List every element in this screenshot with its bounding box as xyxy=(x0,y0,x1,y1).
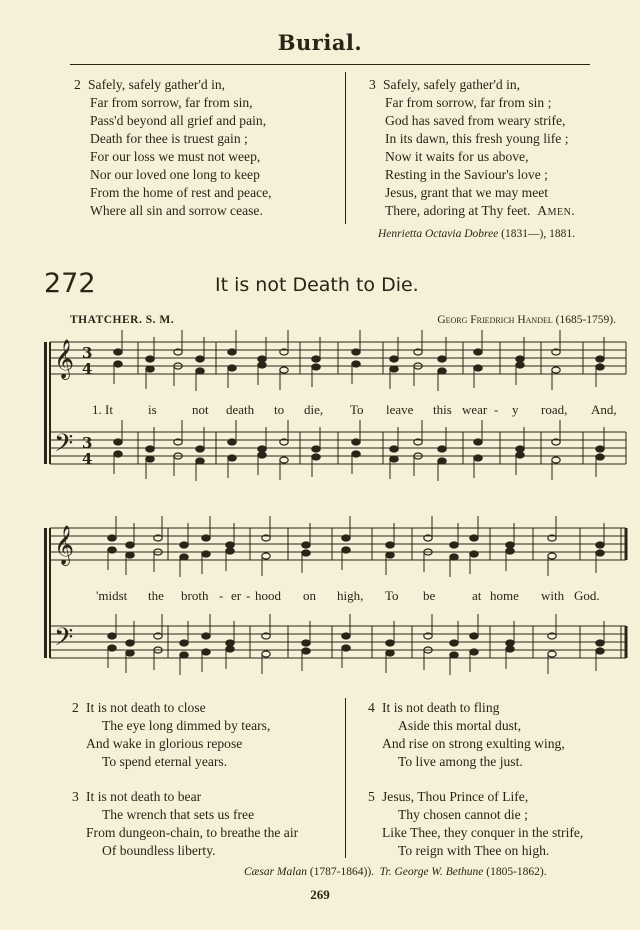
tune-name: THATCHER. S. M. xyxy=(70,314,175,326)
system-1-system-brace xyxy=(44,342,47,464)
treble-notehead xyxy=(342,547,350,553)
bass-notehead xyxy=(552,457,560,463)
bass-notehead xyxy=(302,648,310,654)
stanza-2-bottom xyxy=(72,699,270,771)
verse-line: Death for thee is truest gain ; xyxy=(90,131,248,146)
verse-line: Now it waits for us above, xyxy=(385,149,529,164)
treble-notehead xyxy=(312,364,320,370)
verse-line: Nor our loved one long to keep xyxy=(90,167,260,182)
verse-line: From the home of rest and peace, xyxy=(90,185,272,200)
bass-notehead xyxy=(506,646,514,652)
treble-notehead xyxy=(114,361,122,367)
treble-notehead xyxy=(516,362,524,368)
verse-line: Safely, safely gather'd in, xyxy=(88,77,226,92)
lyric-syllable: To xyxy=(350,402,364,417)
time-signature-bottom: 4 xyxy=(82,360,93,378)
stanza-4-bottom xyxy=(368,699,565,771)
verse-line: God has saved from weary strife, xyxy=(385,113,566,128)
bass-notehead xyxy=(450,640,458,646)
treble-notehead xyxy=(450,542,458,548)
bass-notehead xyxy=(596,454,604,460)
treble-notehead xyxy=(474,349,482,355)
treble-notehead xyxy=(506,548,514,554)
lyric-syllable: And, xyxy=(591,402,617,417)
bass-notehead xyxy=(202,633,210,639)
treble-clef-icon: 𝄞 xyxy=(54,525,75,565)
page-number: 269 xyxy=(310,887,330,902)
bass-notehead xyxy=(390,446,398,452)
bass-clef-icon: 𝄢 xyxy=(54,623,74,658)
lyric-syllable: 'midst xyxy=(96,588,128,603)
bass-notehead xyxy=(226,640,234,646)
bass-notehead xyxy=(196,446,204,452)
stanza-number: 2 xyxy=(74,77,81,92)
treble-notehead xyxy=(202,551,210,557)
bass-notehead xyxy=(386,640,394,646)
bass-notehead xyxy=(548,651,556,657)
lyric-syllable: To xyxy=(385,588,399,603)
verse-line: Where all sin and sorrow cease. xyxy=(90,203,263,218)
bass-notehead xyxy=(342,633,350,639)
verse-line: Aside this mortal dust, xyxy=(398,718,522,733)
bass-notehead xyxy=(114,439,122,445)
bass-notehead xyxy=(596,640,604,646)
credit-translator-prefix: Tr. xyxy=(379,866,395,878)
stanza-number: 3 xyxy=(369,77,376,92)
treble-notehead xyxy=(506,542,514,548)
verse-line: Jesus, grant that we may meet xyxy=(385,185,549,200)
credit-author: Henrietta Octavia Dobree xyxy=(378,228,499,240)
treble-notehead xyxy=(146,356,154,362)
treble-notehead xyxy=(228,365,236,371)
treble-notehead xyxy=(516,356,524,362)
bass-notehead xyxy=(126,650,134,656)
treble-notehead xyxy=(108,547,116,553)
lyric-syllable: on xyxy=(303,588,316,603)
verse-line: From dungeon-chain, to breathe the air xyxy=(86,825,299,840)
treble-notehead xyxy=(438,368,446,374)
bass-notehead xyxy=(114,451,122,457)
stanza-number: 3 xyxy=(72,789,79,804)
verse-line: The wrench that sets us free xyxy=(102,807,255,822)
treble-notehead xyxy=(202,535,210,541)
treble-notehead xyxy=(262,553,270,559)
amen: Amen. xyxy=(537,203,576,218)
treble-notehead xyxy=(126,542,134,548)
treble-notehead xyxy=(258,362,266,368)
treble-notehead xyxy=(312,356,320,362)
bass-notehead xyxy=(596,446,604,452)
verse-line: And rise on strong exulting wing, xyxy=(382,736,565,751)
column-divider-bottom xyxy=(345,698,346,858)
bass-notehead xyxy=(228,455,236,461)
treble-notehead xyxy=(596,356,604,362)
bass-notehead xyxy=(342,645,350,651)
treble-notehead xyxy=(470,551,478,557)
treble-notehead xyxy=(596,550,604,556)
bass-notehead xyxy=(312,454,320,460)
verse-line: Pass'd beyond all grief and pain, xyxy=(90,113,267,128)
treble-notehead xyxy=(390,366,398,372)
verse-line: Of boundless liberty. xyxy=(102,843,216,858)
lyric-syllable: to xyxy=(274,402,285,417)
verse-line: For our loss we must not weep, xyxy=(90,149,261,164)
treble-notehead xyxy=(258,356,266,362)
lyric-syllable: with xyxy=(541,588,565,603)
bass-notehead xyxy=(146,446,154,452)
time-signature-bottom: 4 xyxy=(82,450,93,468)
verse-line: Thy chosen cannot die ; xyxy=(398,807,528,822)
bass-notehead xyxy=(352,439,360,445)
bass-notehead xyxy=(180,640,188,646)
treble-notehead xyxy=(126,552,134,558)
bass-notehead xyxy=(226,646,234,652)
treble-notehead xyxy=(386,552,394,558)
verse-line: It is not death to close xyxy=(86,700,206,715)
stanza-3-bottom xyxy=(72,788,298,860)
bass-clef-icon: 𝄢 xyxy=(54,429,74,464)
lyric-syllable: this xyxy=(433,402,452,417)
lyric-syllable: leave xyxy=(386,402,414,417)
bass-notehead xyxy=(438,458,446,464)
credit-translator-dates: (1805-1862). xyxy=(483,866,547,878)
bass-notehead xyxy=(108,633,116,639)
hymn-title: It is not Death to Die. xyxy=(215,274,419,296)
verse-line: Like Thee, they conquer in the strife, xyxy=(382,825,584,840)
bass-notehead xyxy=(470,649,478,655)
treble-notehead xyxy=(552,367,560,373)
bass-notehead xyxy=(390,456,398,462)
bass-notehead xyxy=(474,439,482,445)
bass-notehead xyxy=(470,633,478,639)
verse-line: It is not death to bear xyxy=(86,789,202,804)
lyric-syllable: the xyxy=(148,588,164,603)
bass-notehead xyxy=(202,649,210,655)
bass-notehead xyxy=(506,640,514,646)
bass-notehead xyxy=(516,446,524,452)
verse-line: To live among the just. xyxy=(398,754,523,769)
stanza-number: 2 xyxy=(72,700,79,715)
bass-notehead xyxy=(258,452,266,458)
treble-notehead xyxy=(180,554,188,560)
credit-translator: George W. Bethune xyxy=(394,866,484,878)
lyric-syllable: 1. It xyxy=(92,402,113,417)
treble-notehead xyxy=(180,542,188,548)
treble-notehead xyxy=(548,553,556,559)
verse-line: To reign with Thee on high. xyxy=(398,843,550,858)
bass-notehead xyxy=(180,652,188,658)
lyric-syllable: hood xyxy=(255,588,281,603)
treble-notehead xyxy=(226,542,234,548)
lyric-syllable: - xyxy=(246,588,251,603)
bass-notehead xyxy=(302,640,310,646)
treble-notehead xyxy=(474,365,482,371)
lyric-syllable: er xyxy=(231,588,242,603)
bass-notehead xyxy=(450,652,458,658)
treble-notehead xyxy=(108,535,116,541)
treble-notehead xyxy=(438,356,446,362)
treble-notehead xyxy=(226,548,234,554)
credit-dates: (1831—), 1881. xyxy=(498,228,575,240)
treble-notehead xyxy=(386,542,394,548)
verse-line: Resting in the Saviour's love ; xyxy=(385,167,548,182)
treble-notehead xyxy=(228,349,236,355)
stanza-number: 4 xyxy=(368,700,375,715)
page-header: Burial. xyxy=(277,30,363,55)
treble-notehead xyxy=(196,368,204,374)
treble-notehead xyxy=(196,356,204,362)
lyric-syllable: die, xyxy=(304,402,324,417)
hymn-number: 272 xyxy=(44,268,96,299)
lyric-syllable: y xyxy=(512,402,519,417)
treble-notehead xyxy=(114,349,122,355)
treble-notehead xyxy=(596,364,604,370)
lyric-syllable: - xyxy=(494,402,499,417)
treble-notehead xyxy=(146,366,154,372)
treble-notehead xyxy=(352,349,360,355)
bass-notehead xyxy=(352,451,360,457)
time-signature-top: 3 xyxy=(82,344,93,362)
verse-line: Far from sorrow, far from sin, xyxy=(90,95,253,110)
verse-line: Safely, safely gather'd in, xyxy=(383,77,521,92)
verse-line: In its dawn, this fresh young life ; xyxy=(385,131,569,146)
lyric-syllable: broth xyxy=(181,588,209,603)
bass-notehead xyxy=(438,446,446,452)
lyric-syllable: death xyxy=(226,402,255,417)
credit-dates: (1787-1864)). xyxy=(306,866,375,878)
lyric-syllable: is xyxy=(148,402,157,417)
verse-line: And wake in glorious repose xyxy=(86,736,243,751)
credit-author: Cæsar Malan xyxy=(244,866,307,878)
verse-line: It is not death to fling xyxy=(382,700,500,715)
lyric-syllable: be xyxy=(423,588,436,603)
bass-notehead xyxy=(386,650,394,656)
treble-notehead xyxy=(280,367,288,373)
bass-notehead xyxy=(262,651,270,657)
treble-notehead xyxy=(450,554,458,560)
verse-line: There, adoring at Thy feet. xyxy=(385,203,531,218)
treble-notehead xyxy=(302,550,310,556)
bass-notehead xyxy=(108,645,116,651)
bass-notehead xyxy=(196,458,204,464)
verse-line: Far from sorrow, far from sin ; xyxy=(385,95,552,110)
stanza-5-bottom xyxy=(368,788,583,860)
lyric-syllable: road, xyxy=(541,402,568,417)
bass-notehead xyxy=(516,452,524,458)
stanza-number: 5 xyxy=(368,789,375,804)
treble-notehead xyxy=(390,356,398,362)
verse-line: Jesus, Thou Prince of Life, xyxy=(382,789,529,804)
lyric-syllable: - xyxy=(219,588,224,603)
treble-notehead xyxy=(352,361,360,367)
hymn-credit xyxy=(244,866,547,878)
bass-notehead xyxy=(280,457,288,463)
bass-notehead xyxy=(146,456,154,462)
verse-line: To spend eternal years. xyxy=(102,754,228,769)
verse-line: The eye long dimmed by tears, xyxy=(102,718,271,733)
bass-notehead xyxy=(474,455,482,461)
treble-notehead xyxy=(470,535,478,541)
treble-clef-icon: 𝄞 xyxy=(54,339,75,379)
treble-notehead xyxy=(302,542,310,548)
lyric-syllable: wear xyxy=(462,402,488,417)
lyric-syllable: God. xyxy=(574,588,600,603)
treble-notehead xyxy=(342,535,350,541)
system-2-system-brace xyxy=(44,528,47,658)
bass-notehead xyxy=(228,439,236,445)
lyric-syllable: at xyxy=(472,588,482,603)
time-signature-top: 3 xyxy=(82,434,93,452)
bass-notehead xyxy=(258,446,266,452)
composer-dates: (1685-1759). xyxy=(552,314,616,326)
bass-notehead xyxy=(312,446,320,452)
bass-notehead xyxy=(126,640,134,646)
lyric-syllable: home xyxy=(490,588,519,603)
bass-notehead xyxy=(596,648,604,654)
lyric-syllable: not xyxy=(192,402,209,417)
treble-notehead xyxy=(596,542,604,548)
composer-name: Georg Friedrich Handel xyxy=(437,314,553,326)
lyric-syllable: high, xyxy=(337,588,364,603)
